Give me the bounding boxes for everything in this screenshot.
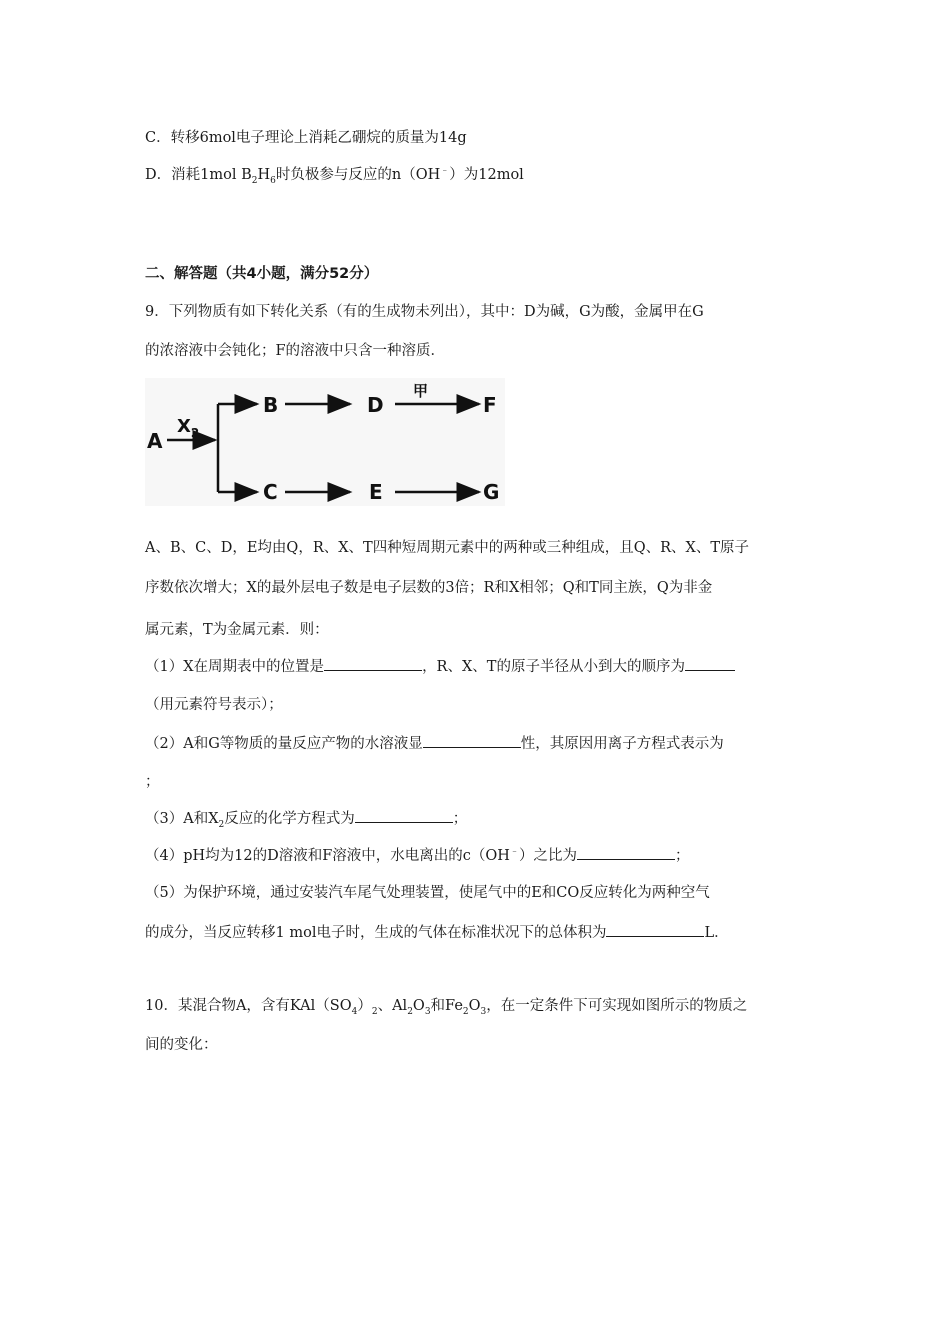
answer-blank[interactable] <box>577 845 675 860</box>
label-x2: $X_2$ <box>177 416 200 440</box>
node-e: E <box>369 480 383 504</box>
answer-blank[interactable] <box>685 656 735 671</box>
q9-sub-2-cont: ； <box>145 774 160 790</box>
node-c: C <box>263 480 278 504</box>
q9-sub-3: （3）A和$X_2$反应的化学方程式为 ； <box>145 808 467 829</box>
node-g: G <box>483 480 500 504</box>
option-d: D．消耗1mol $B_2H_6$时负极参与反应的n（OH﹣）为12mol <box>145 166 524 186</box>
q9-sub-5-cont: 的成分，当反应转移1 mol电子时，生成的气体在标准状况下的总体积为 L． <box>145 922 729 943</box>
node-d: D <box>367 393 384 417</box>
q10-line-2: 间的变化： <box>145 1037 218 1053</box>
node-a: A <box>147 429 163 453</box>
q9-sub-5: （5）为保护环境，通过安装汽车尾气处理装置，使尾气中的E和CO反应转化为两种空气 <box>145 885 710 901</box>
answer-blank[interactable] <box>324 656 422 671</box>
q9-line-1: 9．下列物质有如下转化关系（有的生成物未列出），其中：D为碱，G为酸，金属甲在G <box>145 304 704 320</box>
q9-para-1: A、B、C、D，E均由Q，R、X、T四种短周期元素中的两种或三种组成，且Q、R、X、T原子 <box>145 540 750 556</box>
conversion-diagram <box>145 378 505 506</box>
node-f: F <box>483 393 497 417</box>
q10-line-1: 10．某混合物A，含有$KAl(SO_4)_2$、$Al_2O_3$和$Fe_2O_3$，在一定条件下可实现如图所示的物质之 <box>145 998 748 1017</box>
label-jia: 甲 <box>413 382 429 400</box>
answer-blank[interactable] <box>423 733 521 748</box>
answer-blank[interactable] <box>606 922 704 937</box>
option-c: C．转移6mol电子理论上消耗乙硼烷的质量为14g <box>145 130 467 146</box>
q9-line-2: 的浓溶液中会钝化；F的溶液中只含一种溶质． <box>145 343 446 359</box>
q9-sub-1-cont: （用元素符号表示）； <box>145 697 283 713</box>
q9-sub-1: （1）X在周期表中的位置是 ，R、X、T的原子半径从小到大的顺序为 <box>145 656 735 677</box>
answer-blank[interactable] <box>355 808 453 823</box>
q9-para-2: 序数依次增大；X的最外层电子数是电子层数的3倍；R和X相邻；Q和T同主族，Q为非金 <box>145 580 713 596</box>
node-b: B <box>263 393 279 417</box>
section-heading: 二、解答题（共4小题，满分52分） <box>145 266 379 282</box>
q9-sub-2: （2）A和G等物质的量反应产物的水溶液显 性，其原因用离子方程式表示为 <box>145 733 724 754</box>
q9-para-3: 属元素，T为金属元素．则： <box>145 622 329 638</box>
q9-sub-4: （4）pH均为12的D溶液和F溶液中，水电离出的c（OH﹣）之比为 ； <box>145 845 689 866</box>
